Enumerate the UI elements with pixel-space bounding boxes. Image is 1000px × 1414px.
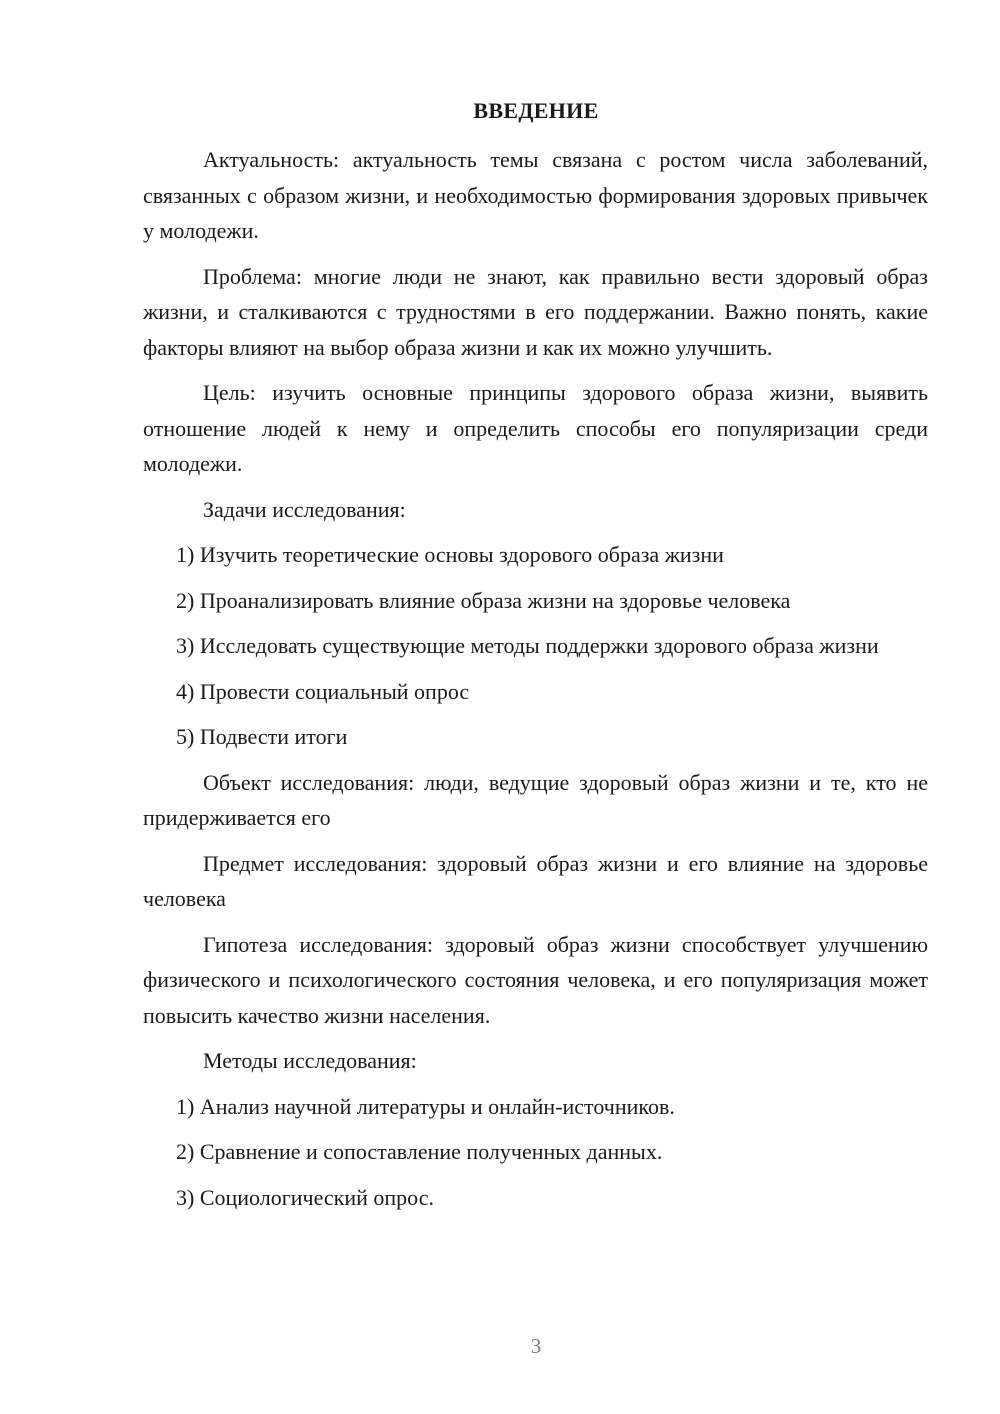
page-title: ВВЕДЕНИЕ <box>473 98 599 123</box>
paragraph-goal: Цель: изучить основные принципы здорового образа жизни, выявить отношение людей к нему и определить способы его популяризации среди молодежи. <box>143 380 928 476</box>
paragraph-hypothesis: Гипотеза исследования: здоровый образ жизни способствует улучшению физического и психологического состояния человека, и его популяризация может повысить качество жизни населения. <box>143 931 928 1028</box>
method-item-3: 3) Социологический опрос. <box>176 1184 434 1210</box>
method-item-2: 2) Сравнение и сопоставление полученных данных. <box>176 1139 663 1164</box>
paragraph-object: Объект исследования: люди, ведущие здоровый образ жизни и те, кто не придерживается его <box>143 769 928 830</box>
task-item-2: 2) Проанализировать влияние образа жизни на здоровье человека <box>176 587 791 613</box>
methods-heading: Методы исследования: <box>203 1048 417 1073</box>
paragraph-relevance: Актуальность: актуальность темы связана с ростом числа заболеваний, связанных с образом жизни, и необходимостью формирования здоровых привычек у молодежи. <box>143 147 928 243</box>
document-body <box>143 142 928 1225</box>
tasks-heading: Задачи исследования: <box>203 496 406 522</box>
task-item-3: 3) Исследовать существующие методы поддержки здорового образа жизни <box>176 633 879 658</box>
task-item-5: 5) Подвести итоги <box>176 724 348 749</box>
task-item-1: 1) Изучить теоретические основы здорового образа жизни <box>176 542 724 567</box>
method-item-1: 1) Анализ научной литературы и онлайн-источников. <box>176 1093 675 1119</box>
paragraph-problem: Проблема: многие люди не знают, как правильно вести здоровый образ жизни, и сталкиваются с трудностями в его поддержании. Важно понять, какие факторы влияют на выбор образа жизни и как их можно улучшить. <box>143 263 928 360</box>
page-number: 3 <box>530 1334 542 1358</box>
task-item-4: 4) Провести социальный опрос <box>176 678 470 704</box>
paragraph-subject: Предмет исследования: здоровый образ жизни и его влияние на здоровье человека <box>143 850 928 911</box>
